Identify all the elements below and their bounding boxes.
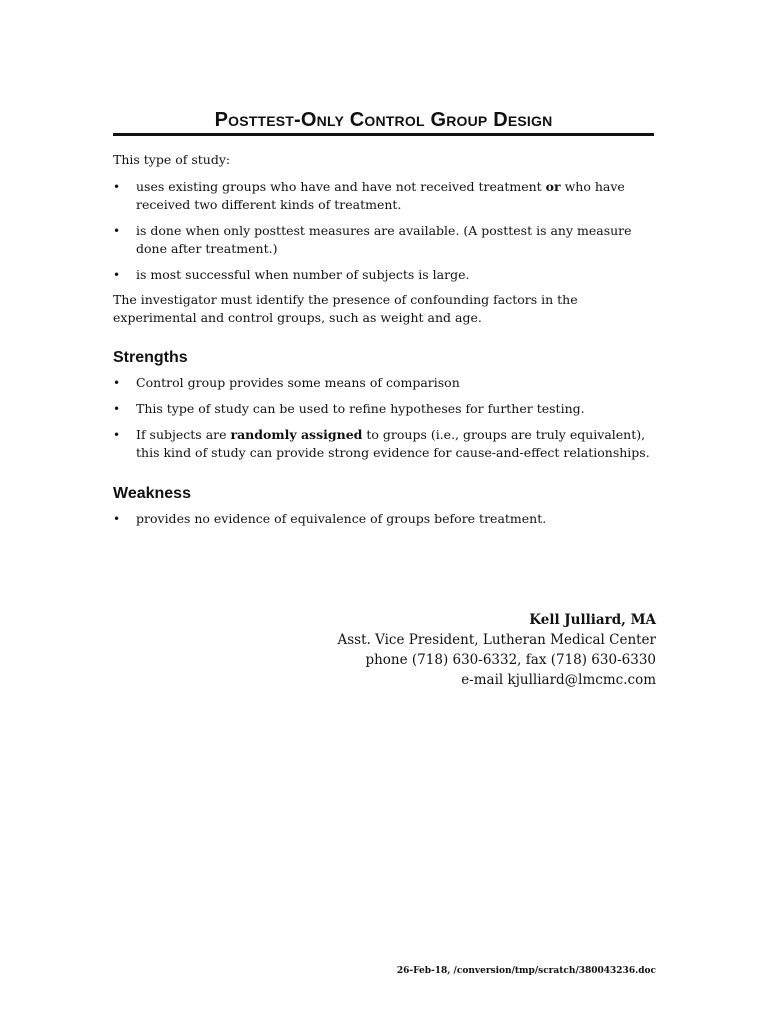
list-item-text: uses existing groups who have and have not received treatment — [136, 179, 546, 194]
confounding-paragraph: The investigator must identify the presence of confounding factors in the experimental and control groups, such as weight and age. — [113, 292, 578, 325]
list-item-text: is most successful when number of subjects is large. — [136, 267, 470, 282]
list-item — [113, 400, 658, 418]
list-item-text: provides no evidence of equivalence of groups before treatment. — [136, 511, 547, 526]
title-underline-rule — [113, 133, 654, 136]
list-item-text: is done when only posttest measures are available. (A posttest is any measure done after treatment.) — [136, 223, 632, 256]
strengths-heading: Strengths — [113, 349, 188, 366]
list-item — [113, 178, 658, 214]
list-item — [113, 426, 658, 462]
strengths-list — [113, 374, 658, 470]
list-item-text: This type of study can be used to refine hypotheses for further testing. — [136, 401, 585, 416]
list-item — [113, 374, 658, 392]
bullet-icon: • — [113, 428, 121, 442]
list-item — [113, 222, 658, 258]
list-item-text: Control group provides some means of comparison — [136, 375, 460, 390]
list-item-text-tail: who have received two different kinds of treatment. — [136, 179, 625, 212]
list-item — [113, 510, 658, 528]
footer-file-path: 26-Feb-18, /conversion/tmp/scratch/380043236.doc — [396, 966, 656, 976]
list-item-text-tail: to groups (i.e., groups are truly equivalent), this kind of study can provide strong evidence for cause-and-effect relationships. — [136, 427, 650, 460]
signature-name: Kell Julliard, MA — [529, 612, 656, 628]
weakness-list — [113, 510, 658, 536]
bullet-icon: • — [113, 268, 121, 282]
page-title: Posttest-Only Control Group Design — [214, 109, 553, 131]
list-item-emphasis: or — [545, 179, 561, 194]
list-item-text: If subjects are — [136, 427, 231, 442]
study-bullet-list — [113, 178, 658, 292]
bullet-icon: • — [113, 224, 121, 238]
weakness-heading: Weakness — [113, 485, 191, 502]
list-item-emphasis: randomly assigned — [230, 427, 363, 442]
signature-phone: phone (718) 630-6332, fax (718) 630-6330 — [365, 652, 656, 668]
bullet-icon: • — [113, 512, 121, 526]
signature-position: Asst. Vice President, Lutheran Medical Center — [337, 632, 656, 648]
signature-email: e-mail kjulliard@lmcmc.com — [461, 672, 656, 688]
bullet-icon: • — [113, 402, 121, 416]
intro-text: This type of study: — [113, 152, 231, 167]
list-item — [113, 266, 658, 284]
bullet-icon: • — [113, 180, 121, 194]
bullet-icon: • — [113, 376, 121, 390]
signature-block — [337, 610, 656, 690]
